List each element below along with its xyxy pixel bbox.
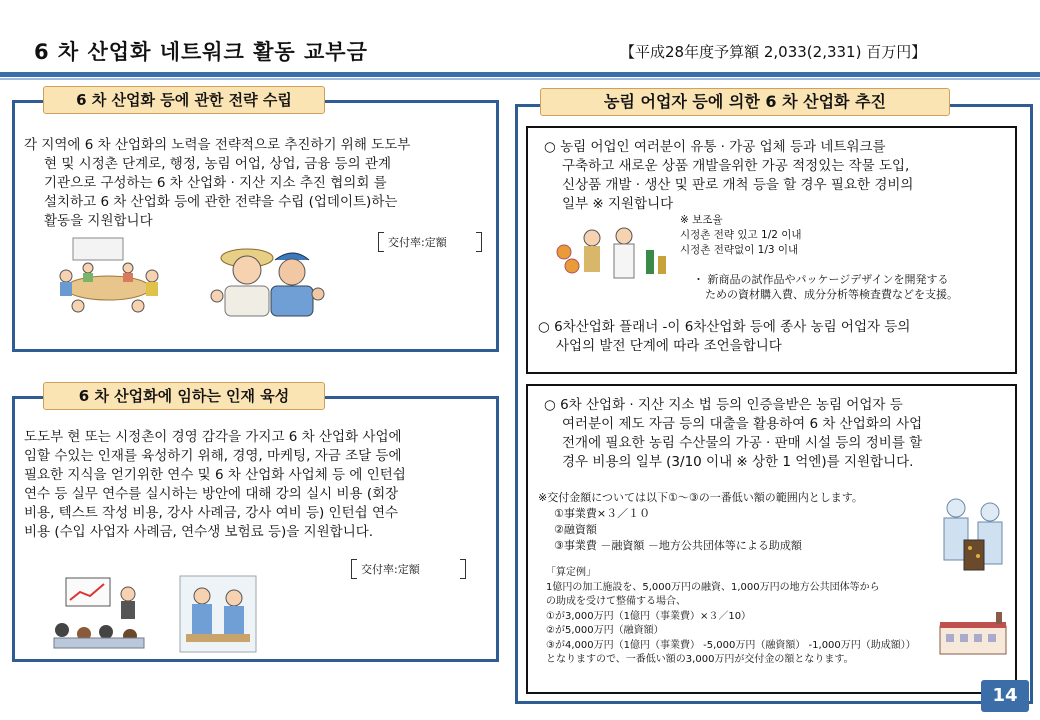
strategy-rate: 交付率:定額 — [378, 232, 482, 252]
calculation-example — [546, 566, 946, 668]
page-number: 14 — [981, 680, 1029, 712]
subsidy-line: 시정촌 전략없이 1/3 이내 — [680, 244, 799, 256]
hr-line: 연수 등 실무 연수를 실시하는 방안에 대해 강의 실시 비용 (회장 — [24, 486, 399, 502]
promotion-line: ○ 농림 어업인 여러분이 유통 · 가공 업체 등과 네트워크를 — [544, 139, 886, 155]
promotion-line: 일부 ※ 지원합니다 — [562, 196, 674, 212]
facility-line: 전개에 필요한 농림 수산물의 가공 · 판매 시설 등의 정비를 할 — [562, 435, 923, 451]
farmers-illustration — [205, 236, 325, 320]
example-line: 「算定例」 — [546, 567, 596, 578]
planner-item — [538, 318, 1014, 356]
facility-line: 여러분이 제도 자금 등의 대출을 활용하여 6 차 산업화의 사업 — [562, 416, 923, 432]
subsidy-line: ※ 보조율 — [680, 214, 723, 226]
header-rule — [0, 72, 1040, 77]
processing-workers-illustration — [938, 492, 1014, 580]
budget-amount: 【平成28年度予算額 2,033(2,331) 百万円】 — [620, 43, 927, 61]
note-line: ・ 新商品の試作品やパッケージデザインを開発する — [693, 273, 949, 286]
hr-line: 비용, 텍스트 작성 비용, 강사 사례금, 강사 여비 등) 인턴쉽 연수 — [24, 505, 399, 521]
facility-item — [544, 396, 1010, 472]
facility-line: ○ 6차 산업화 · 지산 지소 법 등의 인증을받은 농림 어업자 등 — [544, 397, 903, 413]
planner-line: ○ 6차산업화 플래너 -이 6차산업화 등에 종사 농림 어업자 등의 — [538, 319, 911, 335]
example-line: ③が4,000万円（1億円（事業費） -5,000万円（融資額） -1,000万円（助成額）） — [546, 639, 916, 651]
header-rule-light — [0, 78, 1040, 80]
subsidy-rate — [680, 213, 880, 258]
strategy-line: 설치하고 6 차 산업화 등에 관한 전략을 수립 (업데이트)하는 — [44, 194, 398, 210]
planner-line: 사업의 발전 단계에 따라 조언을합니다 — [556, 338, 782, 354]
product-development-illustration — [552, 222, 676, 292]
example-line: の助成を受けて整備する場合、 — [546, 596, 686, 607]
strategy-line: 각 지역에 6 차 산업화의 노력을 전략적으로 추진하기 위해 도도부 — [24, 137, 411, 153]
grant-line: ①事業費×３／１０ — [554, 507, 651, 520]
facility-line: 경우 비용의 일부 (3/10 이내 ※ 상한 1 억엔)를 지원합니다. — [562, 454, 914, 470]
note-line: ための資材購入費、成分分析等検査費などを支援。 — [705, 288, 958, 301]
strategy-heading: 6 차 산업화 등에 관한 전략 수립 — [43, 86, 325, 114]
grant-line: ※交付金額については以下①～③の一番低い額の範囲内とします。 — [538, 491, 863, 504]
factory-building-illustration — [936, 612, 1010, 658]
grant-line: ③事業費 －融資額 －地方公共団体等による助成額 — [554, 539, 802, 552]
promotion-line: 신상품 개발 · 생산 및 판로 개척 등을 할 경우 필요한 경비의 — [562, 177, 914, 193]
strategy-line: 활동을 지원합니다 — [44, 213, 153, 229]
hr-line: 비용 (수입 사업자 사례금, 연수생 보험료 등)을 지원합니다. — [24, 524, 374, 540]
seminar-illustration — [48, 574, 158, 652]
grant-line: ②融資額 — [554, 523, 597, 536]
promotion-line: 구축하고 새로운 상품 개발을위한 가공 적정있는 작물 도입, — [562, 158, 910, 174]
strategy-text — [24, 136, 492, 231]
hr-heading: 6 차 산업화에 임하는 인재 육성 — [43, 382, 325, 410]
support-note — [693, 272, 1011, 302]
strategy-line: 기관으로 구성하는 6 차 산업화 · 지산 지소 추진 협의회 를 — [44, 175, 387, 191]
hr-line: 임할 수있는 인재를 육성하기 위해, 경영, 마케팅, 자금 조달 등에 — [24, 448, 402, 464]
hr-text — [24, 428, 494, 542]
grant-amount-rules — [538, 490, 938, 554]
example-line: ②が5,000万円（融資額） — [546, 625, 664, 636]
meeting-illustration — [48, 236, 168, 316]
hr-line: 필요한 지식을 얻기위한 연수 및 6 차 산업화 사업체 등 에 인턴쉽 — [24, 467, 406, 483]
example-line: ①が3,000万円（1億円（事業費）×３／10） — [546, 610, 752, 622]
strategy-line: 현 및 시정촌 단계로, 행정, 농림 어업, 상업, 금융 등의 관계 — [44, 156, 391, 172]
factory-training-illustration — [178, 574, 258, 654]
hr-line: 도도부 현 또는 시정촌이 경영 감각을 가지고 6 차 산업화 사업에 — [24, 429, 402, 445]
subsidy-line: 시정촌 전략 있고 1/2 이내 — [680, 229, 802, 241]
example-line: となりますので、一番低い額の3,000万円が交付金の額となります。 — [546, 654, 854, 665]
page-title: 6 차 산업화 네트워크 활동 교부금 — [34, 40, 368, 64]
example-line: 1億円の加工施設を、5,000万円の融資、1,000万円の地方公共団体等から — [546, 581, 880, 593]
promotion-heading: 농림 어업자 등에 의한 6 차 산업화 추진 — [540, 88, 950, 116]
hr-rate: 交付率:定額 — [351, 559, 466, 579]
promotion-item-1 — [544, 138, 1010, 214]
